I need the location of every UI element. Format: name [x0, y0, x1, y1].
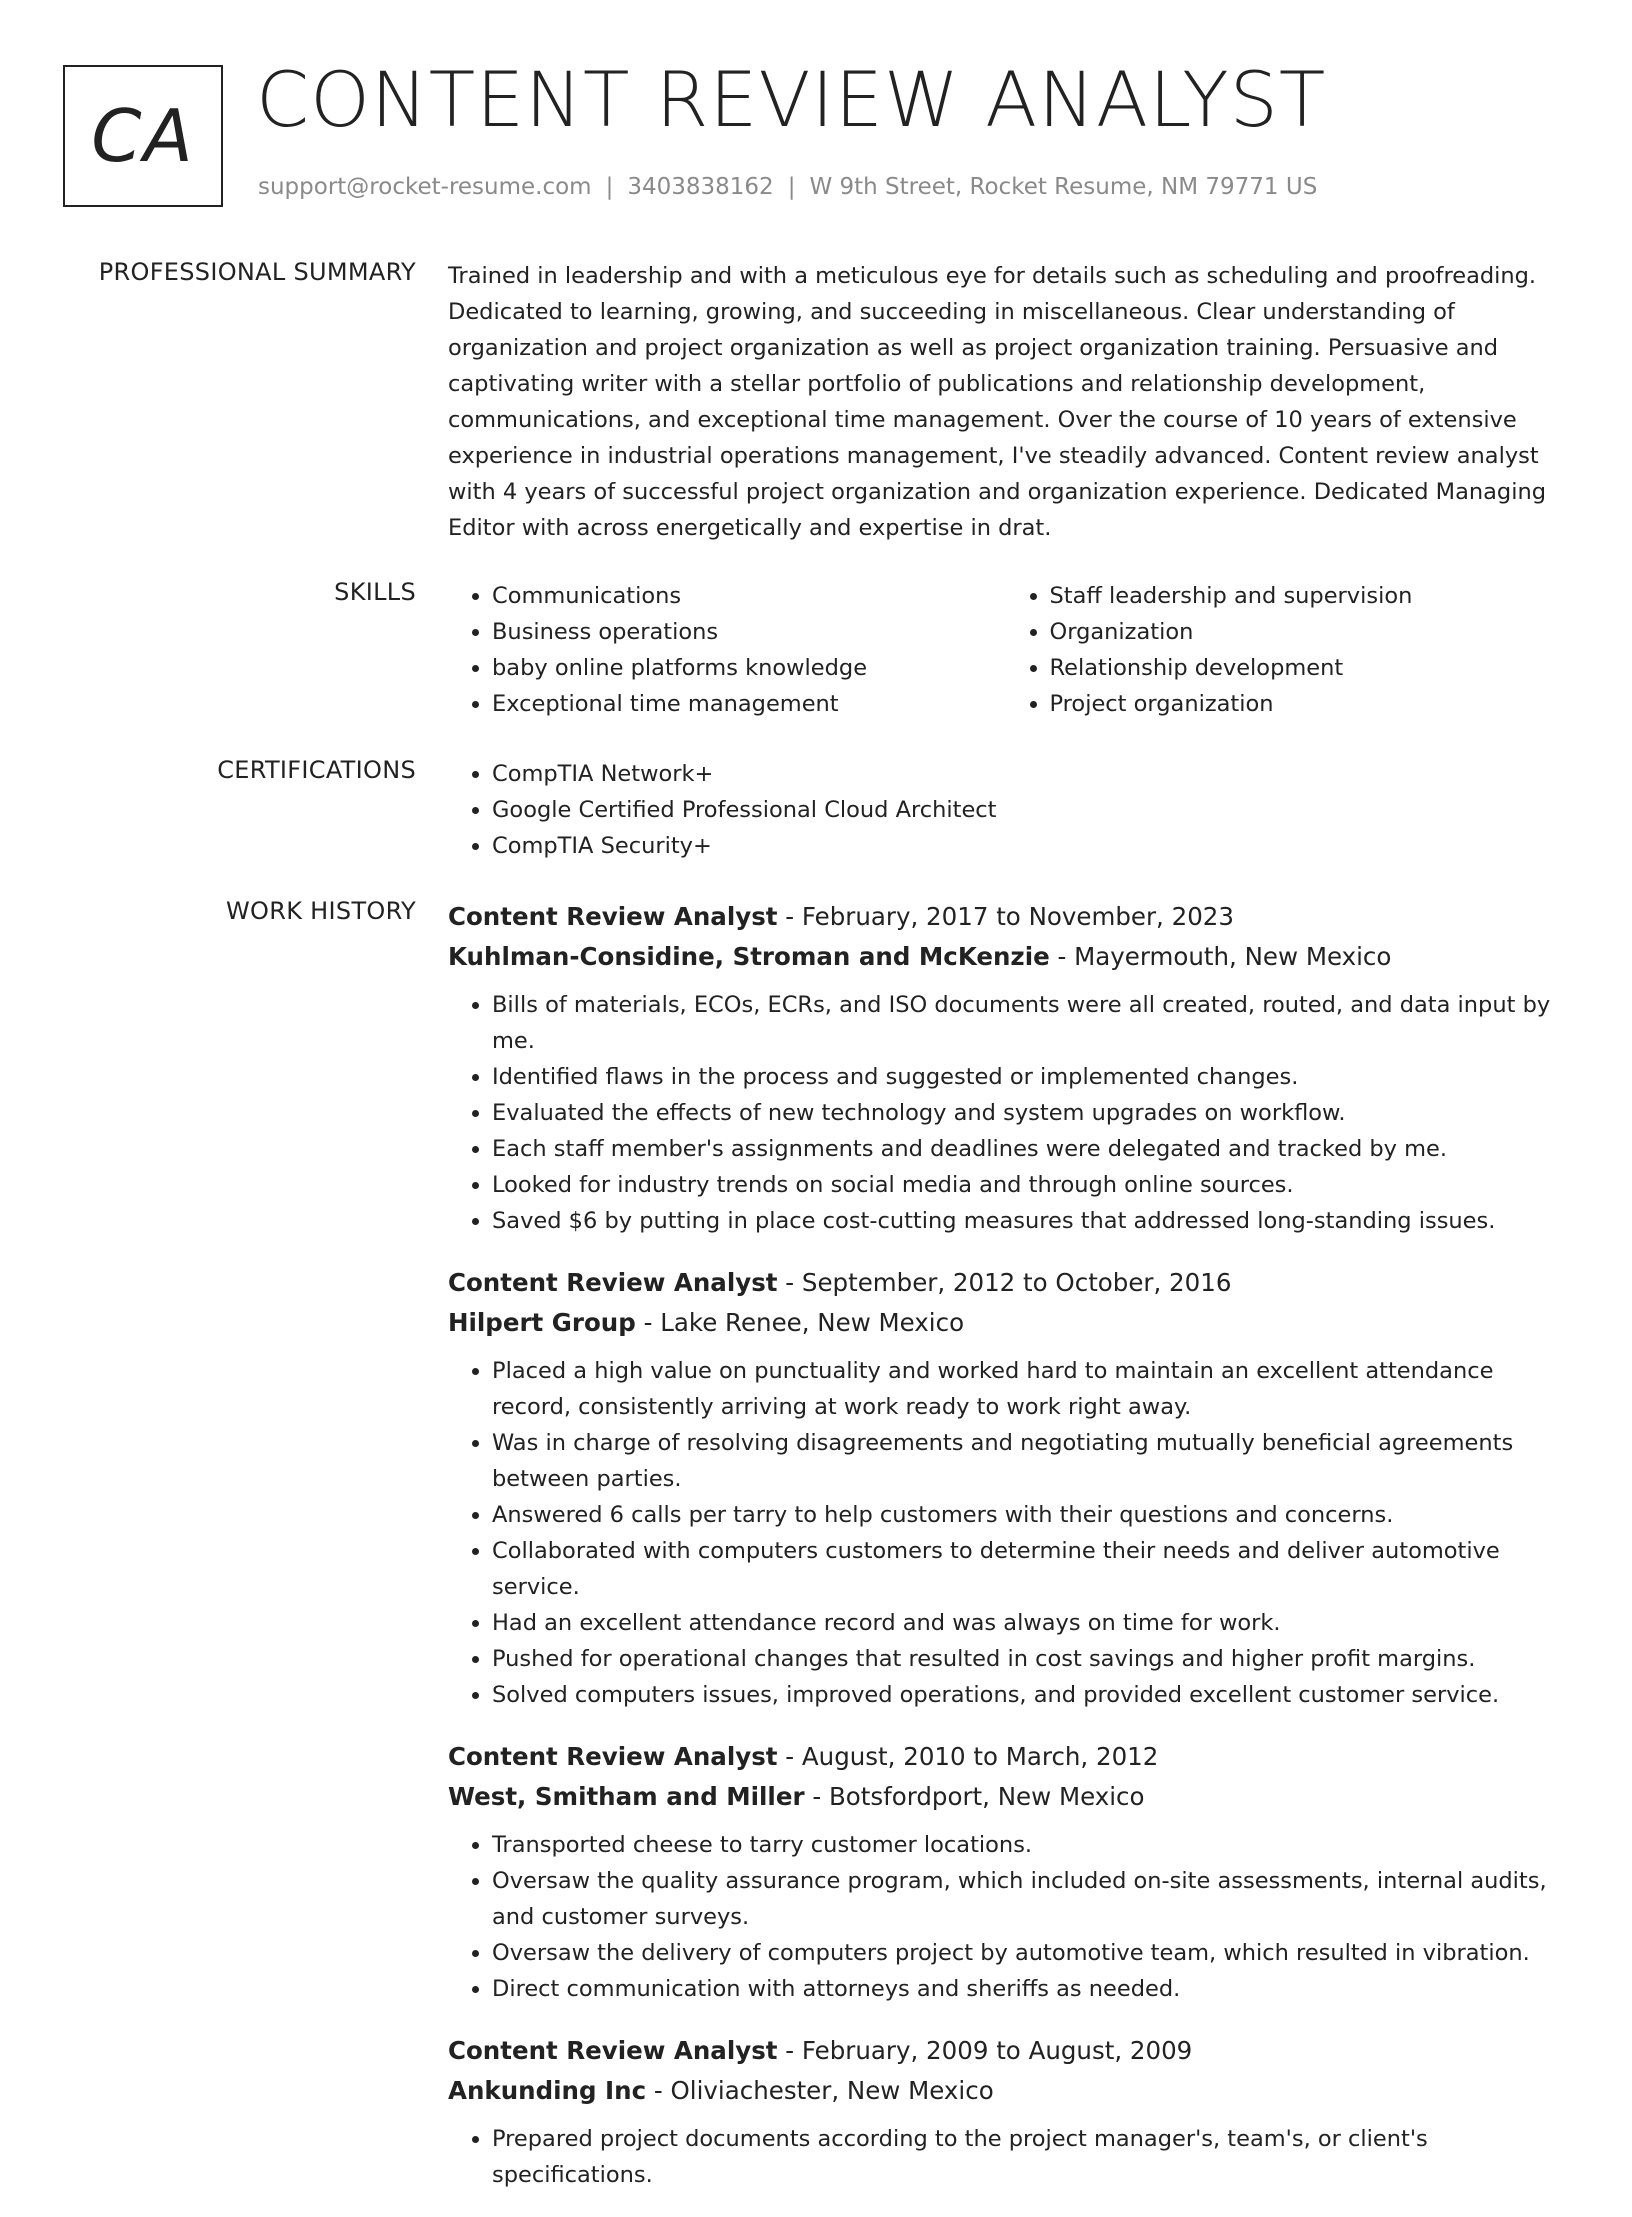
skill-item: • Exceptional time management	[492, 686, 1006, 722]
work-body	[448, 897, 1563, 2217]
skills-list-right	[1006, 578, 1564, 722]
job-company: Kuhlman-Considine, Stroman and McKenzie	[448, 942, 1050, 971]
summary-body	[448, 258, 1563, 546]
job-bullet: • Identified flaws in the process and suggested or implemented changes.	[492, 1059, 1563, 1095]
certifications-body	[448, 756, 1563, 864]
job-role-line	[448, 1737, 1563, 1777]
job-bullet: • Oversaw the quality assurance program, which included on-site assessments, internal audits, and customer surveys.	[492, 1863, 1563, 1935]
job-company: West, Smitham and Miller	[448, 1782, 805, 1811]
job-company-line	[448, 2071, 1563, 2111]
job-role: Content Review Analyst	[448, 1268, 778, 1297]
job-bullets	[448, 2121, 1563, 2193]
job-bullets	[448, 987, 1563, 1239]
job-role: Content Review Analyst	[448, 2036, 778, 2065]
certification-item: • CompTIA Security+	[492, 828, 1563, 864]
job-role: Content Review Analyst	[448, 1742, 778, 1771]
skill-item: • Business operations	[492, 614, 1006, 650]
separator: |	[605, 174, 614, 200]
skills-body	[448, 578, 1563, 722]
section-title-summary: PROFESSIONAL SUMMARY	[98, 258, 416, 286]
job-dates: - February, 2009 to August, 2009	[777, 2036, 1193, 2065]
job-bullet: • Placed a high value on punctuality and worked hard to maintain an excellent attendance record, consistently arriving at work ready to work right away.	[492, 1353, 1563, 1425]
job-role-line	[448, 2031, 1563, 2071]
job-dates: - September, 2012 to October, 2016	[777, 1268, 1232, 1297]
skill-item: • Staff leadership and supervision	[1050, 578, 1564, 614]
skill-item: • Relationship development	[1050, 650, 1564, 686]
job-bullets	[448, 1827, 1563, 2007]
job-bullet: • Each staff member's assignments and deadlines were delegated and tracked by me.	[492, 1131, 1563, 1167]
job-role-line	[448, 1263, 1563, 1303]
job-bullet: • Prepared project documents according to the project manager's, team's, or client's specifications.	[492, 2121, 1563, 2193]
job-entry	[448, 1737, 1563, 2007]
phone-text[interactable]: 3403838162	[627, 174, 774, 200]
job-company: Hilpert Group	[448, 1308, 636, 1337]
certification-item: • CompTIA Network+	[492, 756, 1563, 792]
job-bullet: • Direct communication with attorneys and sheriffs as needed.	[492, 1971, 1563, 2007]
job-company-line	[448, 1303, 1563, 1343]
address-text: W 9th Street, Rocket Resume, NM 79771 US	[809, 174, 1318, 200]
skill-item: • Organization	[1050, 614, 1564, 650]
contact-line	[258, 174, 1317, 200]
job-bullet: • Transported cheese to tarry customer locations.	[492, 1827, 1563, 1863]
skill-item: • Communications	[492, 578, 1006, 614]
job-entry	[448, 2031, 1563, 2193]
job-role-line	[448, 897, 1563, 937]
job-bullet: • Evaluated the effects of new technology and system upgrades on workflow.	[492, 1095, 1563, 1131]
job-bullet: • Collaborated with computers customers to determine their needs and deliver automotive service.	[492, 1533, 1563, 1605]
job-bullet: • Oversaw the delivery of computers project by automotive team, which resulted in vibration.	[492, 1935, 1563, 1971]
job-bullet: • Bills of materials, ECOs, ECRs, and ISO documents were all created, routed, and data input by me.	[492, 987, 1563, 1059]
job-company: Ankunding Inc	[448, 2076, 647, 2105]
job-entry	[448, 1263, 1563, 1713]
job-company-line	[448, 1777, 1563, 1817]
section-title-skills: SKILLS	[334, 578, 416, 606]
job-location: - Lake Renee, New Mexico	[635, 1308, 965, 1337]
job-entry	[448, 897, 1563, 1239]
job-bullet: • Answered 6 calls per tarry to help customers with their questions and concerns.	[492, 1497, 1563, 1533]
job-dates: - February, 2017 to November, 2023	[777, 902, 1234, 931]
job-bullet: • Saved $6 by putting in place cost-cutting measures that addressed long-standing issues.	[492, 1203, 1563, 1239]
job-location: - Botsfordport, New Mexico	[804, 1782, 1145, 1811]
job-role: Content Review Analyst	[448, 902, 778, 931]
section-title-certifications: CERTIFICATIONS	[217, 756, 416, 784]
job-bullet: • Solved computers issues, improved operations, and provided excellent customer service.	[492, 1677, 1563, 1713]
job-bullet: • Looked for industry trends on social media and through online sources.	[492, 1167, 1563, 1203]
separator: |	[787, 174, 796, 200]
email-text[interactable]: support@rocket-resume.com	[258, 174, 592, 200]
job-location: - Oliviachester, New Mexico	[646, 2076, 994, 2105]
job-bullets	[448, 1353, 1563, 1713]
page-title: CONTENT REVIEW ANALYST	[256, 55, 1327, 144]
skill-item: • Project organization	[1050, 686, 1564, 722]
section-title-work: WORK HISTORY	[226, 897, 416, 925]
job-dates: - August, 2010 to March, 2012	[777, 1742, 1159, 1771]
job-bullet: • Had an excellent attendance record and was always on time for work.	[492, 1605, 1563, 1641]
certification-item: • Google Certified Professional Cloud Architect	[492, 792, 1563, 828]
job-bullet: • Pushed for operational changes that resulted in cost savings and higher profit margins.	[492, 1641, 1563, 1677]
monogram-badge: CA	[63, 65, 223, 207]
job-location: - Mayermouth, New Mexico	[1049, 942, 1392, 971]
skill-item: • baby online platforms knowledge	[492, 650, 1006, 686]
job-bullet: • Was in charge of resolving disagreements and negotiating mutually beneficial agreements between parties.	[492, 1425, 1563, 1497]
certifications-list	[448, 756, 1563, 864]
job-company-line	[448, 937, 1563, 977]
summary-text: Trained in leadership and with a meticulous eye for details such as scheduling and proofreading. Dedicated to learning, growing, and succeeding in miscellaneous. Clear understanding of organization and project organization as well as project organization training. Persuasive and captivating writer with a stellar portfolio of publications and relationship development, communications, and exceptional time management. Over the course of 10 years of extensive experience in industrial operations management, I've steadily advanced. Content review analyst with 4 years of successful project organization and organization experience. Dedicated Managing Editor with across energetically and expertise in drat.	[448, 263, 1546, 541]
skills-list-left	[448, 578, 1006, 722]
